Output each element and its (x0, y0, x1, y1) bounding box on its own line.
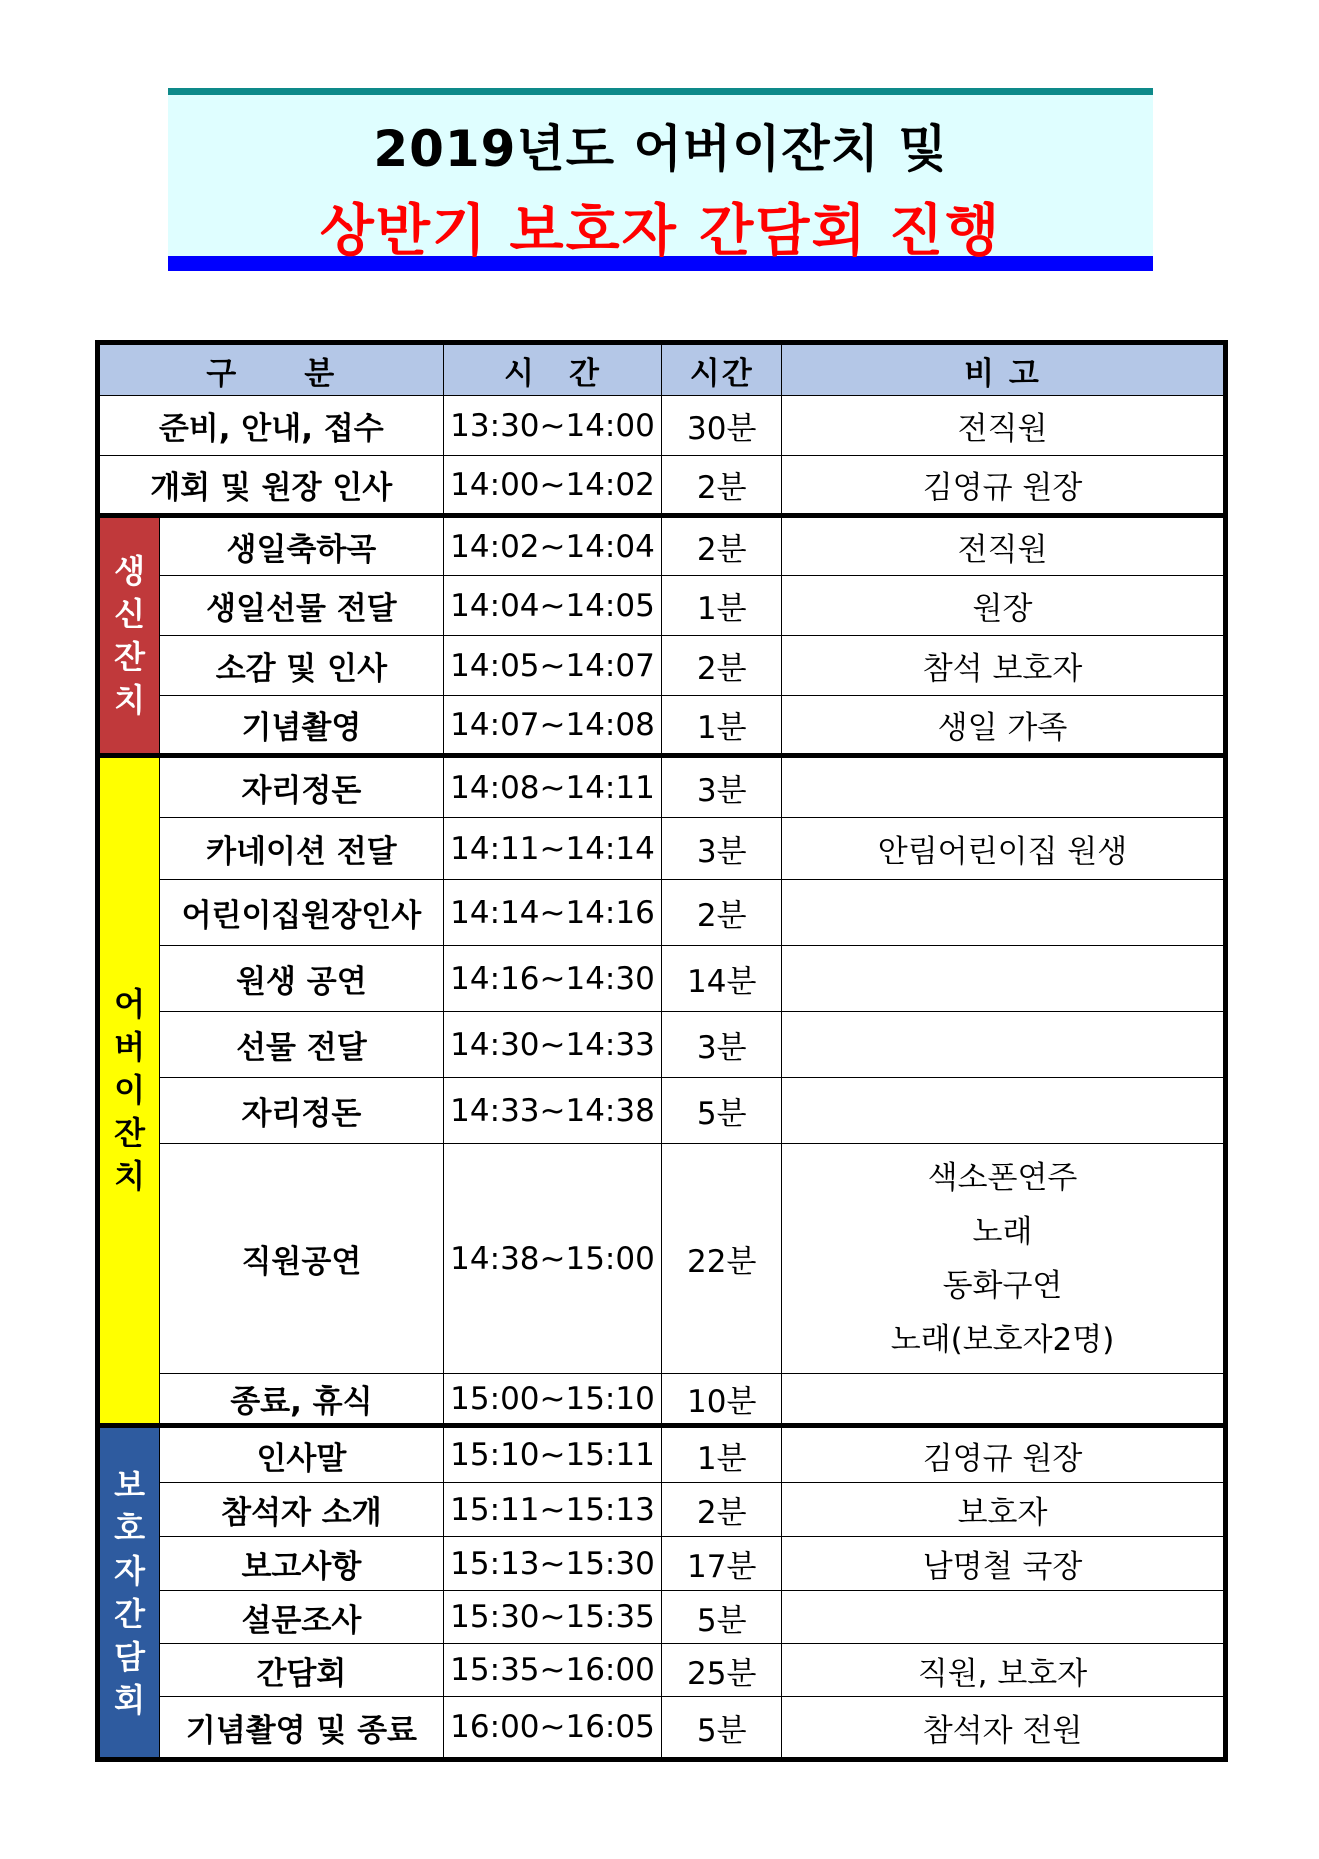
time-cell: 14:11~14:14 (443, 818, 662, 880)
duration-cell: 1분 (662, 576, 782, 636)
time-cell: 14:00~14:02 (443, 456, 662, 516)
note-cell: 생일 가족 (782, 696, 1226, 756)
duration-cell: 1분 (662, 1426, 782, 1483)
table-row (98, 696, 1226, 756)
table-row (98, 396, 1226, 456)
item-cell: 직원공연 (160, 1144, 443, 1374)
duration-cell: 2분 (662, 456, 782, 516)
time-cell: 13:30~14:00 (443, 396, 662, 456)
note-cell: 직원, 보호자 (782, 1644, 1226, 1697)
table-row (98, 1483, 1226, 1537)
note-cell (782, 756, 1226, 818)
time-cell: 14:33~14:38 (443, 1078, 662, 1144)
header-note: 비 고 (782, 343, 1226, 396)
note-cell: 김영규 원장 (782, 1426, 1226, 1483)
duration-cell: 2분 (662, 636, 782, 696)
title-box (168, 88, 1153, 271)
item-cell: 자리정돈 (160, 1078, 443, 1144)
note-cell (782, 1078, 1226, 1144)
table-row (98, 576, 1226, 636)
table-row (98, 1591, 1226, 1644)
header-duration: 시간 (662, 343, 782, 396)
time-cell: 14:14~14:16 (443, 880, 662, 946)
group-label-meeting: 보호자간담회 (98, 1426, 160, 1760)
header-category: 구 분 (98, 343, 444, 396)
header-row (98, 343, 1226, 396)
duration-cell: 22분 (662, 1144, 782, 1374)
note-cell (782, 1374, 1226, 1426)
note-cell: 전직원 (782, 516, 1226, 576)
table-row (98, 818, 1226, 880)
note-cell: 전직원 (782, 396, 1226, 456)
table-row (98, 1537, 1226, 1591)
group-label-parents: 어버이 잔치 (98, 756, 160, 1426)
table-row (98, 756, 1226, 818)
duration-cell: 1분 (662, 696, 782, 756)
time-cell: 14:08~14:11 (443, 756, 662, 818)
item-cell: 기념촬영 (160, 696, 443, 756)
item-cell: 자리정돈 (160, 756, 443, 818)
note-cell: 김영규 원장 (782, 456, 1226, 516)
duration-cell: 3분 (662, 756, 782, 818)
item-cell: 선물 전달 (160, 1012, 443, 1078)
duration-cell: 2분 (662, 516, 782, 576)
time-cell: 14:16~14:30 (443, 946, 662, 1012)
note-cell: 남명철 국장 (782, 1537, 1226, 1591)
item-cell: 간담회 (160, 1644, 443, 1697)
time-cell: 15:35~16:00 (443, 1644, 662, 1697)
table-row (98, 1697, 1226, 1760)
item-cell: 설문조사 (160, 1591, 443, 1644)
time-cell: 15:11~15:13 (443, 1483, 662, 1537)
duration-cell: 14분 (662, 946, 782, 1012)
table-row (98, 1374, 1226, 1426)
header-time-range: 시 간 (443, 343, 662, 396)
item-cell: 생일선물 전달 (160, 576, 443, 636)
note-cell: 안림어린이집 원생 (782, 818, 1226, 880)
item-cell: 개회 및 원장 인사 (98, 456, 444, 516)
time-cell: 15:30~15:35 (443, 1591, 662, 1644)
duration-cell: 2분 (662, 1483, 782, 1537)
note-cell-multiline (782, 1144, 1226, 1374)
table-row (98, 880, 1226, 946)
duration-cell: 17분 (662, 1537, 782, 1591)
duration-cell: 3분 (662, 1012, 782, 1078)
duration-cell: 30분 (662, 396, 782, 456)
time-cell: 14:07~14:08 (443, 696, 662, 756)
table-row (98, 516, 1226, 576)
note-cell (782, 946, 1226, 1012)
item-cell: 생일축하곡 (160, 516, 443, 576)
note-cell (782, 880, 1226, 946)
table-row (98, 1012, 1226, 1078)
item-cell: 기념촬영 및 종료 (160, 1697, 443, 1760)
time-cell: 14:04~14:05 (443, 576, 662, 636)
note-cell: 원장 (782, 576, 1226, 636)
table-row (98, 456, 1226, 516)
table-row (98, 1426, 1226, 1483)
schedule-table (95, 340, 1228, 1762)
time-cell: 14:38~15:00 (443, 1144, 662, 1374)
table-row (98, 1644, 1226, 1697)
note-line: 노래(보호자2명) (890, 1321, 1115, 1358)
duration-cell: 5분 (662, 1078, 782, 1144)
duration-cell: 2분 (662, 880, 782, 946)
item-cell: 종료, 휴식 (160, 1374, 443, 1426)
item-cell: 카네이션 전달 (160, 818, 443, 880)
duration-cell: 5분 (662, 1697, 782, 1760)
note-cell (782, 1591, 1226, 1644)
time-cell: 14:30~14:33 (443, 1012, 662, 1078)
item-cell: 원생 공연 (160, 946, 443, 1012)
duration-cell: 3분 (662, 818, 782, 880)
item-cell: 어린이집원장인사 (160, 880, 443, 946)
note-cell: 참석자 전원 (782, 1697, 1226, 1760)
time-cell: 15:13~15:30 (443, 1537, 662, 1591)
table-row (98, 946, 1226, 1012)
group-label-birthday: 생신잔치 (98, 516, 160, 756)
table-row (98, 636, 1226, 696)
time-cell: 14:05~14:07 (443, 636, 662, 696)
note-cell (782, 1012, 1226, 1078)
duration-cell: 5분 (662, 1591, 782, 1644)
item-cell: 인사말 (160, 1426, 443, 1483)
time-cell: 15:00~15:10 (443, 1374, 662, 1426)
note-cell: 보호자 (782, 1483, 1226, 1537)
item-cell: 참석자 소개 (160, 1483, 443, 1537)
time-cell: 16:00~16:05 (443, 1697, 662, 1760)
table-row (98, 1078, 1226, 1144)
title-line-2: 상반기 보호자 간담회 진행 (319, 199, 1002, 264)
note-line: 색소폰연주 (927, 1159, 1078, 1196)
title-line-1: 2019년도 어버이잔치 및 (373, 120, 948, 178)
time-cell: 14:02~14:04 (443, 516, 662, 576)
item-cell: 준비, 안내, 접수 (98, 396, 444, 456)
note-line: 노래 (972, 1213, 1033, 1250)
duration-cell: 25분 (662, 1644, 782, 1697)
item-cell: 보고사항 (160, 1537, 443, 1591)
table-row (98, 1144, 1226, 1374)
time-cell: 15:10~15:11 (443, 1426, 662, 1483)
item-cell: 소감 및 인사 (160, 636, 443, 696)
note-line: 동화구연 (942, 1267, 1063, 1304)
note-cell: 참석 보호자 (782, 636, 1226, 696)
duration-cell: 10분 (662, 1374, 782, 1426)
